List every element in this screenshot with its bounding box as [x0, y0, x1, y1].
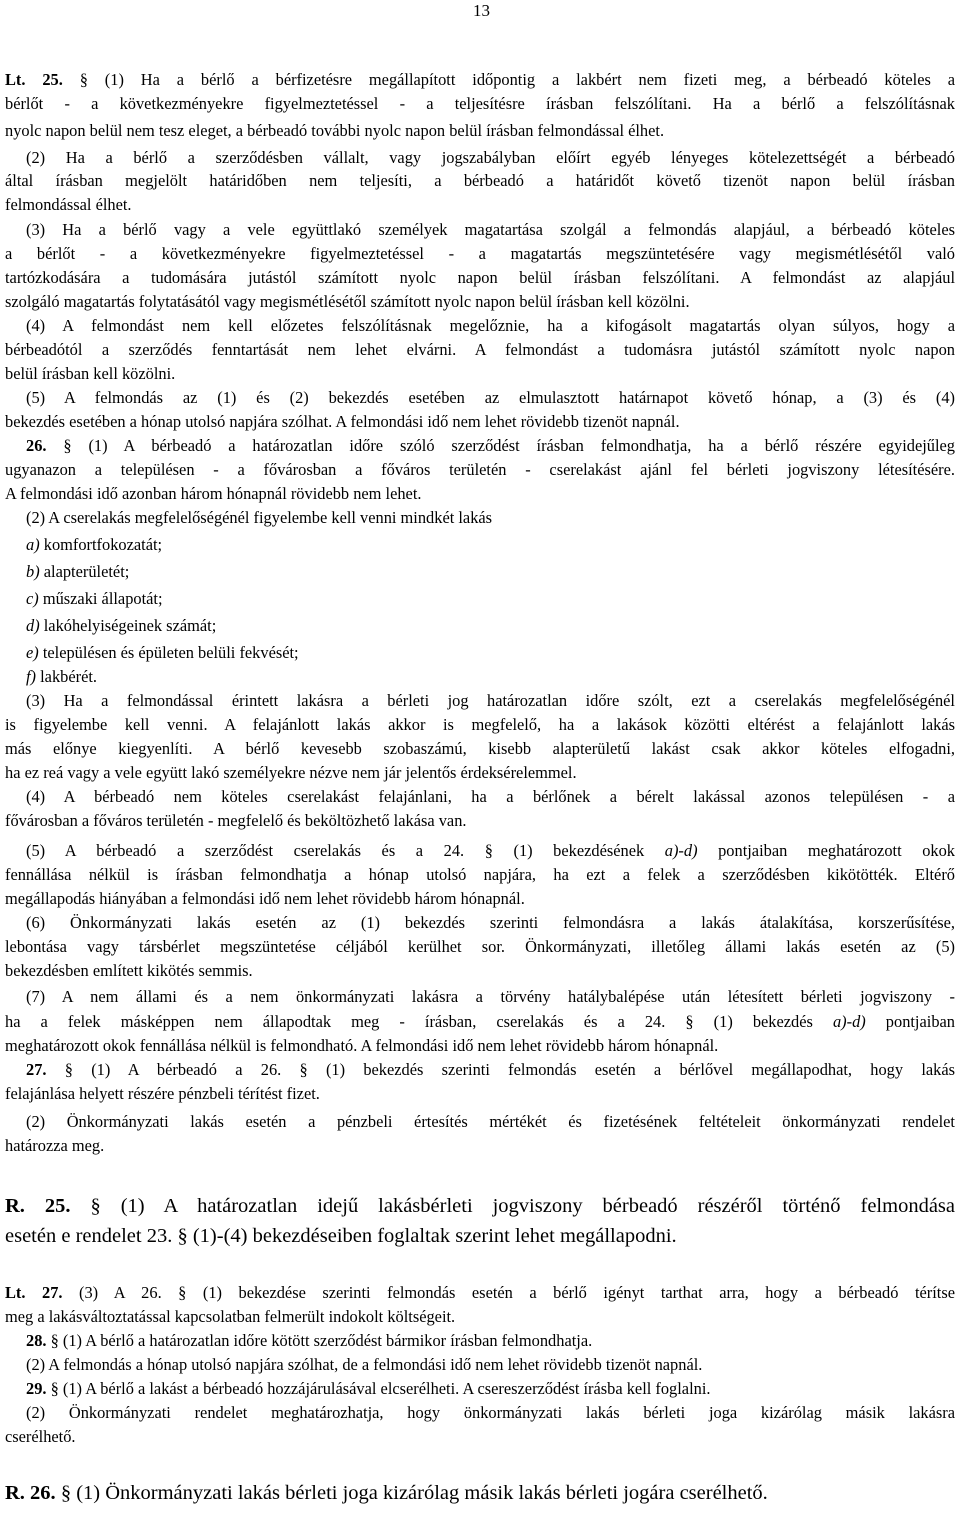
text-line: b) alapterületét; [26, 562, 130, 581]
text-line: szolgáló magatartás folytatásától vagy megismétlésétől számított nyolc napon belül írásban kell közölni. [5, 292, 690, 311]
text-line: fennállása nélkül is írásban felmondhatja a hónap utolsó napjára, ha ezt a felek a szerződésben kikötötték. Eltérő [5, 865, 955, 884]
text-line: (2) Önkormányzati lakás esetén a pénzbeli értesítés mértékét és fizetésének feltételeit önkormányzati rendelet [26, 1112, 955, 1131]
text-line: esetén e rendelet 23. § (1)-(4) bekezdéseiben foglaltak szerint lehet megállapodni. [5, 1225, 677, 1247]
text-line: (4) A felmondást nem kell előzetes felszólításnak megelőznie, ha a kifogásolt magatartás olyan súlyos, hogy a [26, 316, 955, 335]
text-line: (5) A bérbeadó a szerződést cserelakás és a 24. § (1) bekezdésének a)-d) pontjaiban meghatározott okok [26, 841, 955, 860]
text-line: bekezdés esetében a hónap utolsó napjára szólhat. A felmondási idő nem lehet rövidebb tizenöt napnál. [5, 412, 680, 431]
text-line: bérbeadótól a szerződés fenntartását nem lehet elvárni. A felmondást a tudomásra jutástól számított nyolc napon [5, 340, 955, 359]
text-line: d) lakóhelyiségeinek számát; [26, 616, 217, 635]
text-line: ha a felek másképpen nem állapodtak meg - írásban, cserelakás és a 24. § (1) bekezdés a)-d) pontjaiban [5, 1012, 955, 1031]
text-line: R. 25. § (1) A határozatlan idejű lakásbérleti jogviszony bérbeadó részéről történő felmondása [5, 1195, 955, 1217]
text-line: (6) Önkormányzati lakás esetén az (1) bekezdés szerinti felmondásra a lakás átalakítása, korszerűsítése, [26, 913, 955, 932]
text-line: 27. § (1) A bérbeadó a 26. § (1) bekezdés szerinti felmondás esetén a bérlővel megállapodhat, hogy lakás [26, 1060, 955, 1079]
text-line: bérlőt - a következményekre figyelmeztetéssel - a teljesítésre írásban felszólítani. Ha a bérlő a felszólításnak [5, 94, 955, 113]
text-line: 28. § (1) A bérlő a határozatlan időre kötött szerződést bármikor írásban felmondhatja. [26, 1331, 593, 1350]
text-line: (2) A felmondás a hónap utolsó napjára szólhat, de a felmondási idő nem lehet rövidebb tizenöt napnál. [26, 1355, 703, 1374]
text-line: (3) Ha a felmondással érintett lakásra a bérleti jog határozatlan időre szólt, ezt a cserelakás megfelelőségénél [26, 691, 955, 710]
text-line: a) komfortfokozatát; [26, 535, 163, 554]
text-line: A felmondási idő azonban három hónapnál rövidebb nem lehet. [5, 484, 422, 503]
text-line: (2) Önkormányzati rendelet meghatározhatja, hogy önkormányzati lakás bérleti joga kizárólag másik lakásra [26, 1403, 955, 1422]
text-line: meg a lakásváltoztatással kapcsolatban felmerült indokolt költségeit. [5, 1307, 456, 1326]
page-number: 13 [473, 1, 490, 20]
text-line: c) műszaki állapotát; [26, 589, 163, 608]
text-line: e) településen és épületen belüli fekvését; [26, 643, 299, 662]
text-line: bekezdésben említett kikötés semmis. [5, 961, 253, 980]
text-line: felmondással élhet. [5, 195, 132, 214]
text-line: 29. § (1) A bérlő a lakást a bérbeadó hozzájárulásával elcserélheti. A csereszerződést írásba kell foglalni. [26, 1379, 711, 1398]
text-line: által írásban megjelölt határidőben nem teljesíti, a bérbeadó a határidőt követő tizenöt napon belül írásban [5, 171, 955, 190]
text-line: ha ez reá vagy a vele együtt lakó személyekre nézve nem jár jelentős érdeksérelemmel. [5, 763, 577, 782]
text-line: belül írásban kell közölni. [5, 364, 176, 383]
text-line: R. 26. § (1) Önkormányzati lakás bérleti joga kizárólag másik lakás bérleti jogára cserélhető. [5, 1482, 768, 1504]
text-line: meghatározott okok fennállása nélkül is felmondható. A felmondási idő nem lehet rövidebb három hónapnál. [5, 1036, 719, 1055]
text-line: megállapodás hiányában a felmondási idő nem lehet rövidebb három hónapnál. [5, 889, 525, 908]
text-line: határozza meg. [5, 1136, 105, 1155]
text-line: (3) Ha a bérlő vagy a vele együttlakó személyek magatartása szolgál a felmondás alapjául, a bérbeadó köteles [26, 220, 955, 239]
text-line: cserélhető. [5, 1427, 76, 1446]
text-line: (7) A nem állami és a nem önkormányzati lakásra a törvény hatálybalépése után létesített bérleti jogviszony - [26, 987, 955, 1006]
text-line: f) lakbérét. [26, 667, 97, 686]
text-line: más előnye kiegyenlíti. A bérlő kevesebb szobaszámú, kisebb alapterületű lakást csak akkor köteles elfogadni, [5, 739, 955, 758]
text-line: Lt. 25. § (1) Ha a bérlő a bérfizetésre megállapított időpontig a lakbért nem fizeti meg, a bérbeadó köteles a [5, 70, 955, 89]
text-line: lebontása vagy társbérlet megszüntetése céljából kerülhet sor. Önkormányzati, illetőleg állami lakás esetén az (5) [5, 937, 955, 956]
text-line: (4) A bérbeadó nem köteles cserelakást felajánlani, ha a bérlőnek a bérelt lakással azonos településen - a [26, 787, 955, 806]
text-line: ugyanazon a településen - a fővárosban a főváros területén - cserelakást ajánl fel bérleti jogviszony létesítésére. [5, 460, 955, 479]
text-line: (5) A felmondás az (1) és (2) bekezdés esetében az elmulasztott határnapot követő hónap, a (3) és (4) [26, 388, 955, 407]
text-line: (2) A cserelakás megfelelőségénél figyelembe kell venni mindkét lakás [26, 508, 493, 527]
text-line: (2) Ha a bérlő a szerződésben vállalt, vagy jogszabályban előírt egyéb lényeges kötelezettségét a bérbeadó [26, 148, 955, 167]
text-line: fővárosban a főváros területén - megfelelő és beköltözhető lakása van. [5, 811, 467, 830]
text-line: 26. § (1) A bérbeadó a határozatlan időre szóló szerződést írásban felmondhatja, ha a bérlő részére egyidejűleg [26, 436, 955, 455]
text-line: a bérlőt - a következményekre figyelmeztetéssel - a magatartás megszüntetésére vagy megismétlésétől való [5, 244, 955, 263]
text-line: tartózkodására a tudomására jutástól számított nyolc napon belül írásban felszólítani. A felmondást az alapjául [5, 268, 955, 287]
text-line: is figyelembe kell venni. A felajánlott lakás akkor is megfelelő, ha a lakások közötti eltérést a felajánlott lakás [5, 715, 955, 734]
text-line: felajánlása helyett részére pénzbeli térítést fizet. [5, 1084, 320, 1103]
text-line: Lt. 27. (3) A 26. § (1) bekezdése szerinti felmondás esetén a bérlő igényt tarthat arra, hogy a bérbeadó térítse [5, 1283, 955, 1302]
text-line: nyolc napon belül nem tesz eleget, a bérbeadó további nyolc napon belül írásban felmondással élhet. [5, 121, 665, 140]
